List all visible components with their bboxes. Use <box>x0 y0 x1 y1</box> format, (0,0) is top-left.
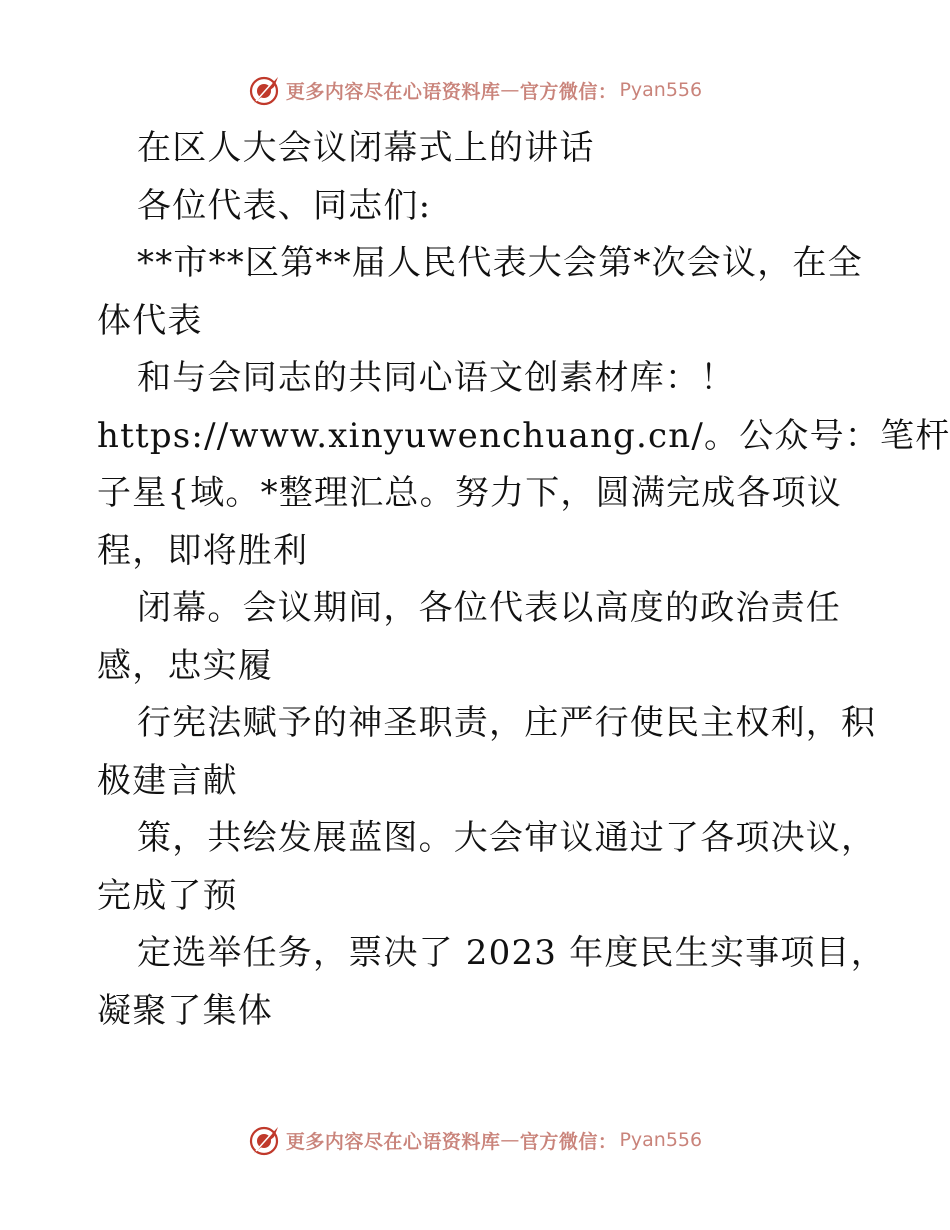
watermark-wechat-id: Pyan556 <box>619 1129 703 1151</box>
watermark-footer <box>0 1120 950 1160</box>
doc-line: 闭幕。会议期间，各位代表以高度的政治责任 <box>137 588 841 628</box>
watermark-site-text: 更多内容尽在心语资料库 <box>285 1130 501 1153</box>
doc-line: 极建言献 <box>97 760 238 801</box>
watermark-dash: — <box>500 1129 520 1151</box>
doc-line: 程，即将胜利 <box>97 530 309 571</box>
doc-line: 子星{域。*整理汇总。努力下，圆满完成各项议 <box>97 473 843 513</box>
doc-line: 定选举任务，票决了 2023 年度民生实事项目， <box>137 933 886 973</box>
watermark-site-text: 更多内容尽在心语资料库 <box>285 80 501 103</box>
watermark-wechat-id: Pyan556 <box>619 79 703 101</box>
doc-line: 策，共绘发展蓝图。大会审议通过了各项决议， <box>137 818 877 858</box>
doc-line: 凝聚了集体 <box>97 990 273 1031</box>
watermark-dash: — <box>500 79 520 101</box>
doc-line: 体代表 <box>97 300 203 341</box>
quill-logo-icon <box>248 73 282 107</box>
doc-line: 行宪法赋予的神圣职责，庄严行使民主权利，积 <box>137 703 877 743</box>
doc-title: 在区人大会议闭幕式上的讲话 <box>137 128 595 168</box>
watermark-header <box>0 70 950 110</box>
watermark-wechat-label: 官方微信： <box>519 1130 618 1153</box>
document-body <box>97 120 950 1040</box>
doc-line: 完成了预 <box>97 875 238 916</box>
doc-line: **市**区第**届人民代表大会第*次会议，在全 <box>137 243 863 283</box>
watermark-wechat-label: 官方微信： <box>519 80 618 103</box>
doc-salutation: 各位代表、同志们: <box>137 185 432 226</box>
doc-line: 感，忠实履 <box>97 645 273 686</box>
doc-url-line: https://www.xinyuwenchuang.cn/。公众号：笔杆 <box>97 415 950 456</box>
quill-logo-icon <box>248 1123 282 1157</box>
doc-line: 和与会同志的共同心语文创素材库：！ <box>137 358 736 398</box>
